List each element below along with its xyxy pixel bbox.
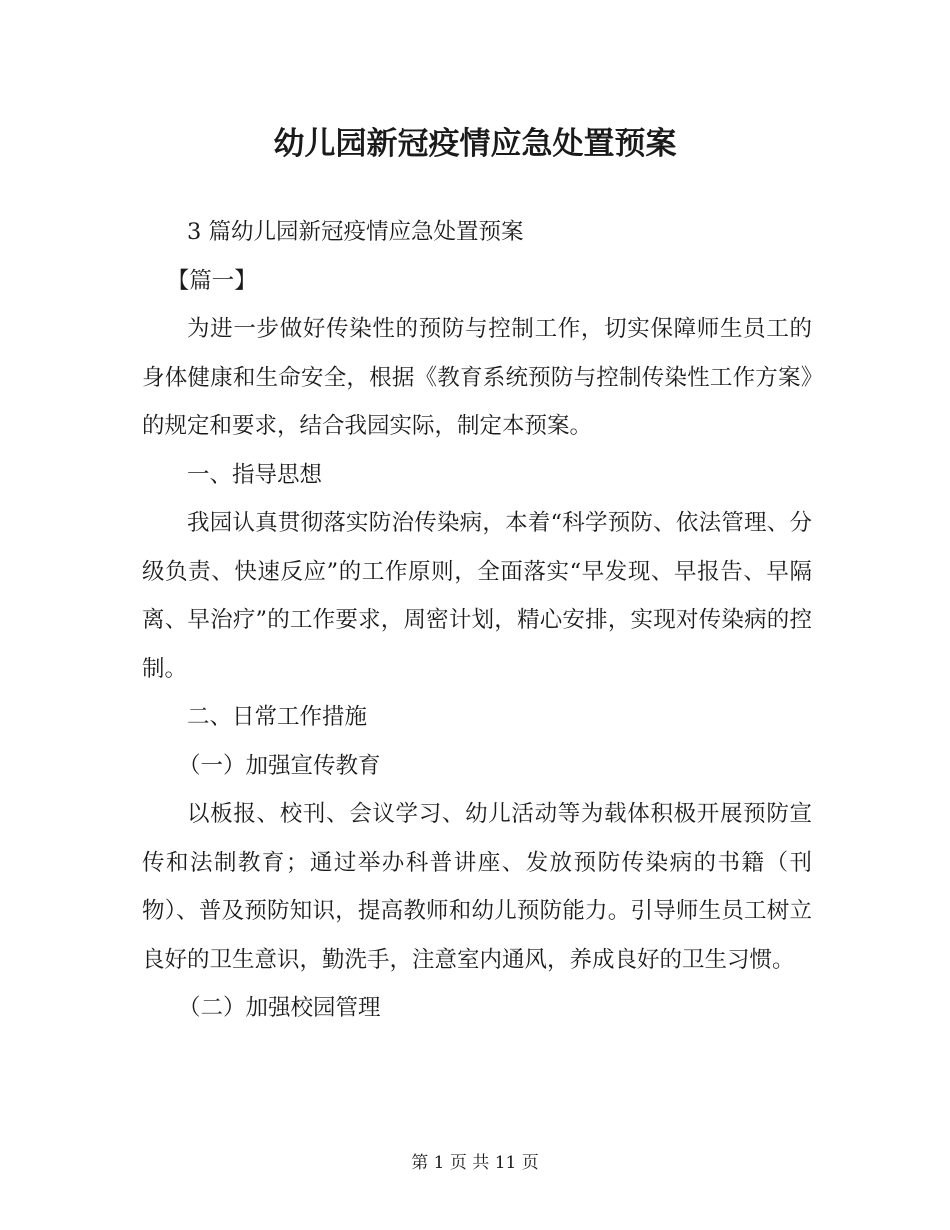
- body-paragraph: 为进一步做好传染性的预防与控制工作，切实保障师生员工的身体健康和生命安全，根据《教育系统预防与控制传染性工作方案》的规定和要求，结合我园实际，制定本预案。: [142, 316, 812, 439]
- page-number: 第 1 页 共 11 页: [411, 1153, 539, 1173]
- intro-line: 3 篇幼儿园新冠疫情应急处置预案: [187, 219, 524, 245]
- section-heading: 二、日常工作措施: [187, 704, 368, 730]
- body-paragraph: 以板报、校刊、会议学习、幼儿活动等为载体积极开展预防宣传和法制教育；通过举办科普讲座、发放预防传染病的书籍（刊物）、普及预防知识，提高教师和幼儿预防能力。引导师生员工树立良好的卫生意识，勤洗手，注意室内通风，养成良好的卫生习惯。: [142, 801, 812, 973]
- document-body: [142, 208, 812, 1033]
- page-title: 幼儿园新冠疫情应急处置预案: [273, 125, 677, 162]
- section-marker: 【篇一】: [166, 267, 257, 294]
- section-heading: 一、指导思想: [187, 461, 323, 488]
- body-paragraph: 我园认真贯彻落实防治传染病，本着“科学预防、依法管理、分级负责、快速反应”的工作原则，全面落实“早发现、早报告、早隔离、早治疗”的工作要求，周密计划，精心安排，实现对传染病的控制。: [142, 510, 812, 682]
- subsection-heading: （一）加强宣传教育: [178, 752, 381, 779]
- subsection-heading: （二）加强校园管理: [178, 995, 381, 1021]
